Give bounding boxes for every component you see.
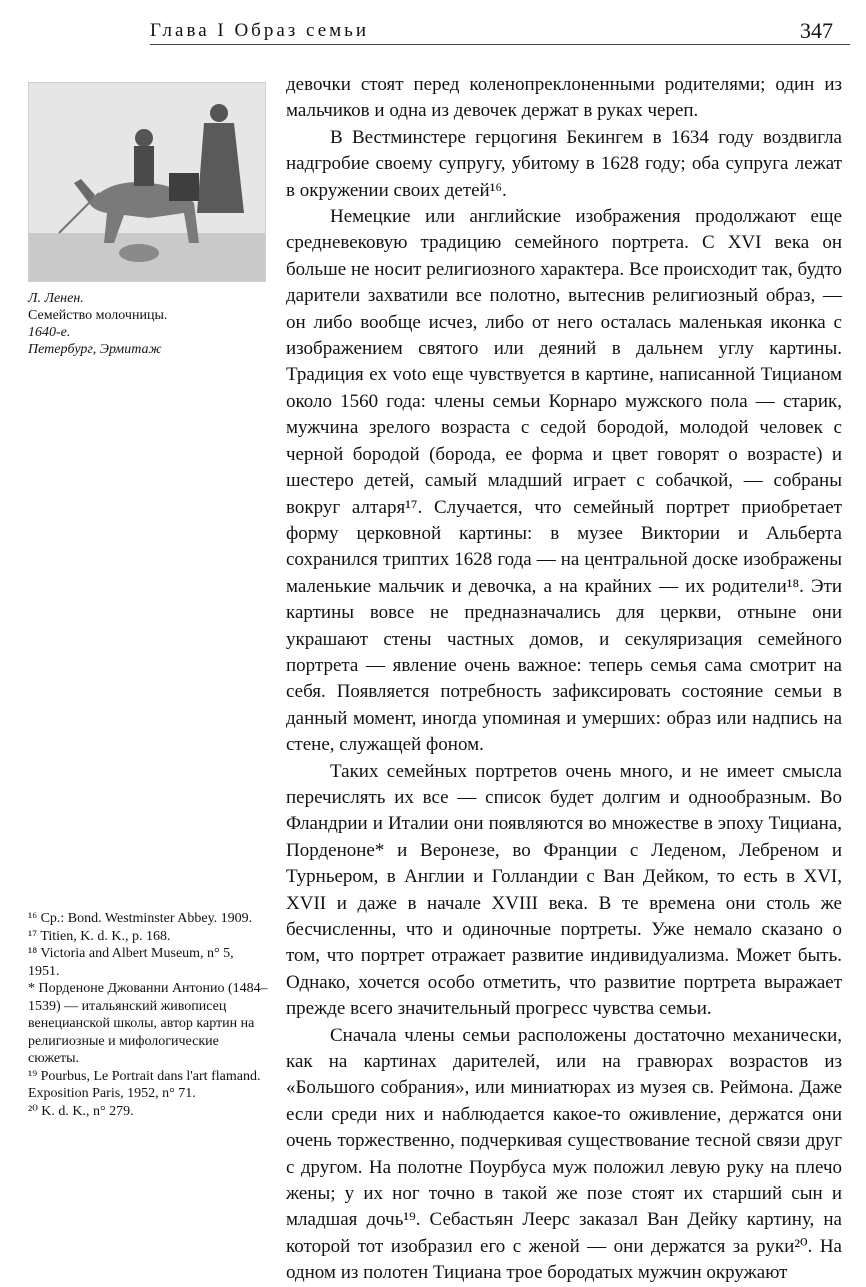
- engraving-image: [29, 83, 265, 281]
- page-number: 347: [800, 18, 833, 43]
- paragraph: Сначала члены семьи расположены достаточно механически, как на картинах дарителей, или на гравюрах возрастов из «Большого собрания», или миниатюрах из музея св. Реймона. Даже если среди них и наблюдается какое-то оживление, держатся они очень торжественно, подчеркивая существование тесной связи друг с другом. На полотне Поурбуса муж положил левую руку на плечо жены; у их ног точно в такой же позе стоят их старший сын и младшая дочь¹⁹. Себастьян Леерс заказал Ван Дейку картину, на которой тот изобразил его с женой — они держатся за руки²⁰. На одном из полотен Тициана трое бородатых мужчин окружают: [286, 1024, 842, 1284]
- figure-caption: [28, 290, 268, 358]
- paragraph: Немецкие или английские изображения продолжают еще средневековую традицию семейного портрета. С XVI века он больше не носит религиозного характера. Все происходит так, будто дарители захватили все полотно, вытеснив религиозный образ, — он либо вообще исчез, либо от него осталась маленькая иконка с изображением святого или деяний в дальнем углу картины. Традиция ex voto еще чувствуется в картине, написанной Тицианом около 1560 года: члены семьи Корнаро мужского пола — старик, мужчина зрелого возраста с седой бородой, молодой человек с черной бородой (борода, ее форма и цвет говорят о возрасте) и шестеро детей, самый младший играет с собачкой, — собраны вокруг алтаря¹⁷. Случается, что семейный портрет приобретает форму церковной картины: в музее Виктории и Альберта сохранился триптих 1628 года — на центральной доске изображены маленькие мальчик и девочка, а на крайних — их родители¹⁸. Эти картины вовсе не предназначались для церкви, отныне они украшают стены частных домов, и секуляризация семейного портрета — явление очень важное: теперь семья сама смотрит на себя. Появляется потребность зафиксировать состояние семьи в данный момент, иногда упоминая и умерших: образ или надпись на стене, служащей фоном.: [286, 206, 842, 756]
- chapter-title: Глава I Образ семьи: [150, 20, 369, 41]
- header-rule: [150, 44, 850, 45]
- body-text: [286, 72, 842, 1287]
- running-header: [0, 0, 866, 46]
- footnote: ¹⁸ Victoria and Albert Museum, n° 5, 1951.: [28, 946, 234, 979]
- paragraph: Таких семейных портретов очень много, и не имеет смысла перечислять их все — список будет долгим и однообразным. Во Фландрии и Италии они появляются во множестве в эпоху Тициана, Порденоне* и Веронезе, во Франции с Леденом, Лебреном и Турньером, в Англии и Голландии с Ван Дейком, то есть в XVI, XVII и даже в начале XVIII века. В те времена они столь же бесчисленны, что и одиночные портреты. Уже немало сказано о том, что портрет отражает развитие индивидуализма. Может быть. Однако, хочется особо отметить, что развитие портрета выражает прежде всего значительный прогресс чувства семьи.: [286, 760, 842, 1020]
- footnote: ¹⁷ Titien, K. d. K., p. 168.: [28, 928, 171, 944]
- caption-author: Л. Ленен.: [28, 291, 84, 306]
- caption-title: Семейство молочницы.: [28, 308, 168, 323]
- footnote: * Порденоне Джованни Антонио (1484–1539) — итальянский живописец венецианской школы, автор картин на религиозные и мифологические сюжеты.: [28, 981, 268, 1066]
- footnotes: [28, 910, 268, 1120]
- footnote: ¹⁹ Pourbus, Le Portrait dans l'art flamand. Exposition Paris, 1952, n° 71.: [28, 1068, 261, 1101]
- paragraph: В Вестминстере герцогиня Бекингем в 1634 году воздвигла надгробие своему супругу, убитому в 1628 году; оба супруга лежат в окружении своих детей¹⁶.: [286, 126, 842, 201]
- caption-location: Петербург, Эрмитаж: [28, 342, 162, 357]
- painting-illustration: [28, 82, 266, 282]
- footnote: ²⁰ K. d. K., n° 279.: [28, 1103, 134, 1119]
- paragraph: девочки стоят перед коленопреклоненными родителями; один из мальчиков и одна из девочек держат в руках череп.: [286, 74, 842, 122]
- caption-date: 1640-е.: [28, 325, 71, 340]
- footnote: ¹⁶ Ср.: Bond. Westminster Abbey. 1909.: [28, 911, 253, 926]
